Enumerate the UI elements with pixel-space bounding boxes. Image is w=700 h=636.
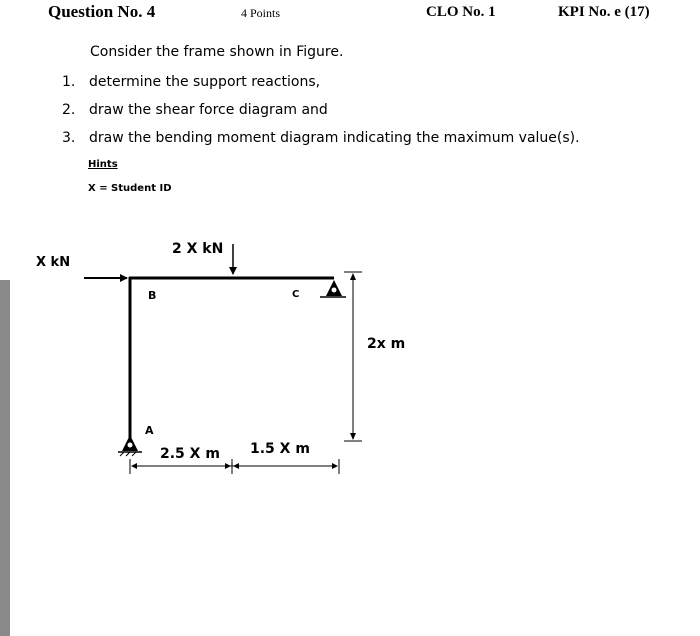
task-text: determine the support reactions,: [89, 74, 321, 90]
task-number: 3.: [62, 130, 76, 146]
task-text: draw the bending moment diagram indicating the maximum value(s).: [89, 130, 580, 146]
support-c-icon: [320, 280, 346, 297]
support-a-icon: [118, 435, 142, 456]
node-c-label: C: [292, 289, 300, 300]
height-label: 2x m: [367, 336, 406, 352]
hints-title: Hints: [88, 159, 118, 170]
node-a-label: A: [145, 424, 154, 437]
task-number: 2.: [62, 102, 76, 118]
vertical-load-label: 2 X kN: [172, 241, 224, 257]
question-number: Question No. 4: [48, 2, 156, 21]
question-points: 4 Points: [241, 6, 281, 20]
clo-number: CLO No. 1: [426, 4, 496, 20]
task-text: draw the shear force diagram and: [89, 102, 328, 118]
task-number: 1.: [62, 74, 76, 90]
kpi-number: KPI No. e (17): [558, 4, 650, 20]
height-dimension: [344, 272, 362, 441]
span-left-label: 2.5 X m: [160, 446, 220, 462]
node-b-label: B: [148, 289, 157, 302]
span-right-label: 1.5 X m: [250, 441, 310, 457]
hints-text: X = Student ID: [88, 183, 172, 194]
horizontal-load-label: X kN: [36, 255, 71, 270]
intro-text: Consider the frame shown in Figure.: [90, 44, 344, 60]
